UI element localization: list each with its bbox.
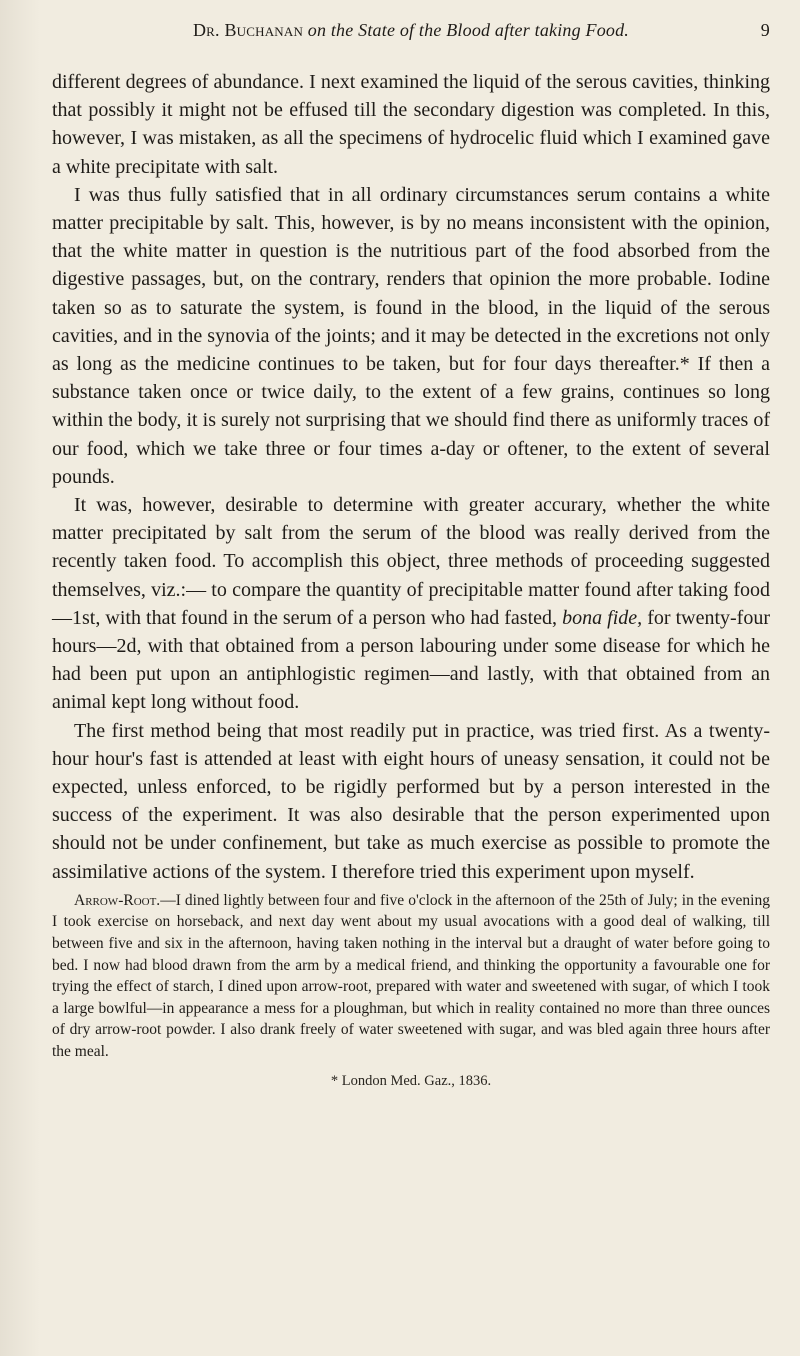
paragraph-3	[52, 491, 770, 717]
paragraph-4: The first method being that most readily put in practice, was tried first. As a twenty-hour hour's fast is attended at least with eight hours of uneasy sensation, it could not be expected, unless enforced, to be rigidly performed but by a person interested in the success of the experiment. It was also desirable that the person experimented upon should not be under confinement, but take as much exercise as possible to promote the assimilative actions of the system. I therefore tried this experiment upon myself.	[52, 719, 770, 883]
paragraph-1: different degrees of abundance. I next examined the liquid of the serous cavities, thinking that possibly it might not be effused till the secondary digestion was completed. In this, however, I was mistaken, as all the specimens of hydrocelic fluid which I examined gave a white precipitate with salt.	[52, 71, 770, 178]
paragraph-2: I was thus fully satisfied that in all ordinary circumstances serum contains a white matter precipitable by salt. This, however, is by no means inconsistent with the opinion, that the white matter in question is the nutritious part of the food absorbed from the digestive passages, but, on the contrary, renders that opinion the more probable. Iodine taken so as to saturate the system, is found in the blood, in the liquid of the serous cavities, and in the synovia of the joints; and it may be detected in the excretions not only as long as the medicine continues to be taken, but for four days thereafter.* If then a substance taken once or twice daily, to the extent of a few grains, continues so long within the body, it is surely not surprising that we should find there as uniformly traces of our food, which we take three or four times a-day or oftener, to the extent of several pounds.	[52, 183, 770, 488]
paragraph-3-part-1: It was, however, desirable to determine with greater accurary, whether the white matter precipitated by salt from the serum of the blood was really derived from the recently taken food. To accomplish this object, three methods of proceeding suggested themselves, viz.:— to compare the quantity of precipitable matter found after taking food—1st, with that found in the serum of a person who had fasted,	[52, 494, 770, 629]
body-text	[52, 68, 770, 886]
note-label: Arrow-Root.	[74, 891, 161, 909]
note-text: —I dined lightly between four and five o'clock in the afternoon of the 25th of July; in the evening I took exercise on horseback, and next day went about my usual avocations with a good deal of walking, till between five and six in the afternoon, having taken nothing in the interval but a draught of water before going to bed. I now had blood drawn from the arm by a medical friend, and thinking the opportunity a favourable one for trying the effect of starch, I dined upon arrow-root, prepared with water and sweetened with sugar, of which I took a large bowlful—in appearance a mess for a ploughman, but which in reality contained no more than three ounces of dry arrow-root powder. I also drank freely of water sweetened with sugar, and was bled again three hours after the meal.	[52, 891, 770, 1061]
footnote: * London Med. Gaz., 1836.	[330, 1072, 492, 1089]
running-head	[52, 0, 770, 48]
paragraph-3-part-2: for twenty-four hours—2d, with that obtained from a person labouring under some disease for which he had been put upon an antiphlogistic regimen—and lastly, with that obtained from an animal kept long without food.	[52, 606, 770, 714]
experiment-note	[52, 890, 770, 1063]
page-number: 9	[760, 20, 770, 40]
paragraph-3-italic: bona fide,	[562, 606, 643, 629]
header-author: Dr. Buchanan	[192, 20, 304, 40]
header-title: on the State of the Blood after taking Food.	[307, 20, 630, 40]
